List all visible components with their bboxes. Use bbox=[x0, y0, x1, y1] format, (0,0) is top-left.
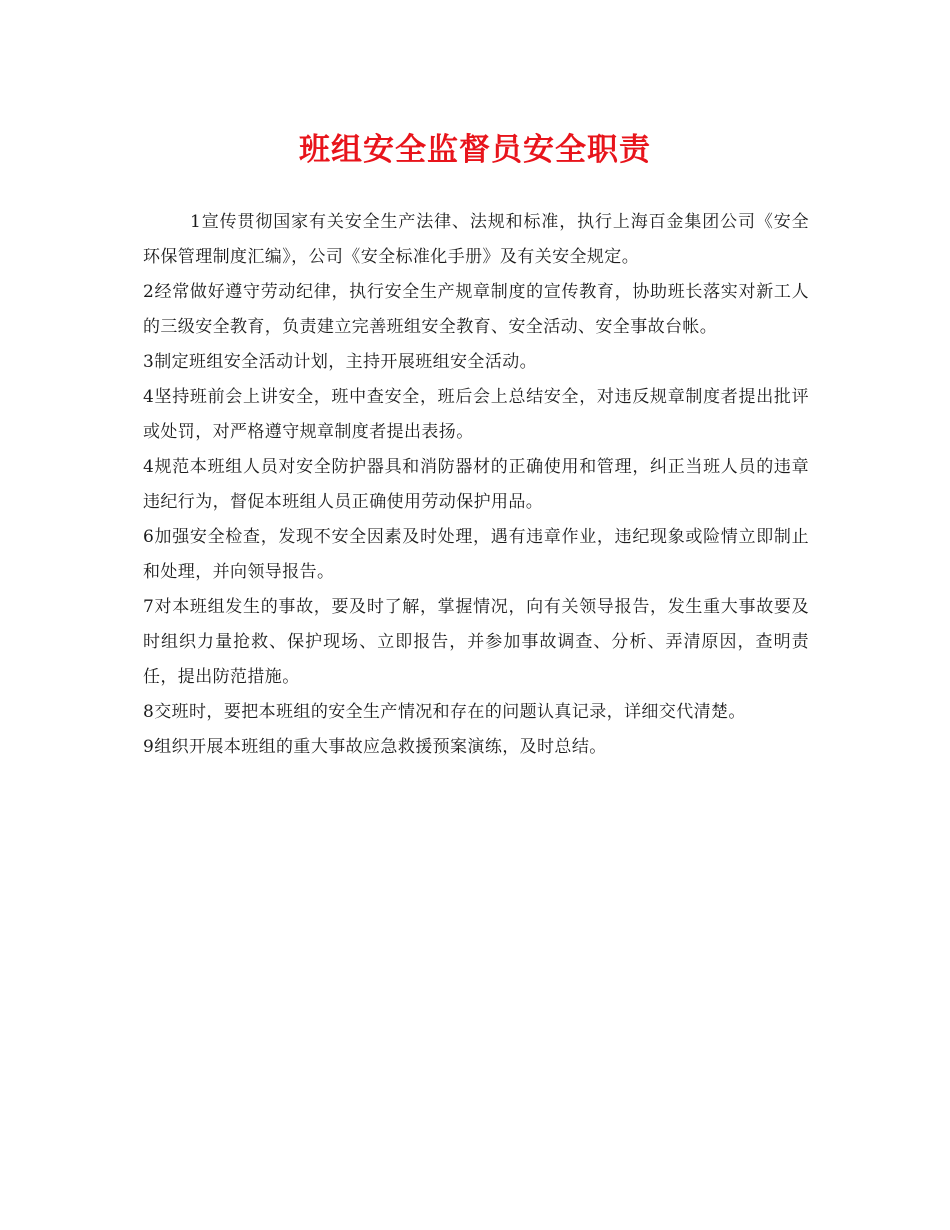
paragraph-9: 9组织开展本班组的重大事故应急救援预案演练，及时总结。 bbox=[143, 737, 607, 757]
paragraph-7: 7对本班组发生的事故，要及时了解，掌握情况，向有关领导报告，发生重大事故要及时组织力量抢救、保护现场、立即报告，并参加事故调查、分析、弄清原因，查明责任，提出防范措施。 bbox=[143, 597, 809, 687]
paragraph-8: 8交班时，要把本班组的安全生产情况和存在的问题认真记录，详细交代清楚。 bbox=[143, 702, 746, 722]
paragraph-1: 1宣传贯彻国家有关安全生产法律、法规和标准，执行上海百金集团公司《安全环保管理制度汇编》，公司《安全标准化手册》及有关安全规定。 bbox=[143, 212, 809, 267]
paragraph-3: 3制定班组安全活动计划，主持开展班组安全活动。 bbox=[143, 352, 538, 372]
paragraph-4: 4坚持班前会上讲安全，班中查安全，班后会上总结安全，对违反规章制度者提出批评或处罚，对严格遵守规章制度者提出表扬。 bbox=[143, 387, 809, 442]
document-title: 班组安全监督员安全职责 bbox=[299, 132, 651, 168]
paragraph-6: 6加强安全检查，发现不安全因素及时处理，遇有违章作业，违纪现象或险情立即制止和处理，并向领导报告。 bbox=[143, 527, 809, 582]
document-body bbox=[143, 205, 809, 765]
paragraph-5: 4规范本班组人员对安全防护器具和消防器材的正确使用和管理，纠正当班人员的违章违纪行为，督促本班组人员正确使用劳动保护用品。 bbox=[143, 457, 809, 512]
paragraph-2: 2经常做好遵守劳动纪律，执行安全生产规章制度的宣传教育，协助班长落实对新工人的三级安全教育，负责建立完善班组安全教育、安全活动、安全事故台帐。 bbox=[143, 282, 809, 337]
